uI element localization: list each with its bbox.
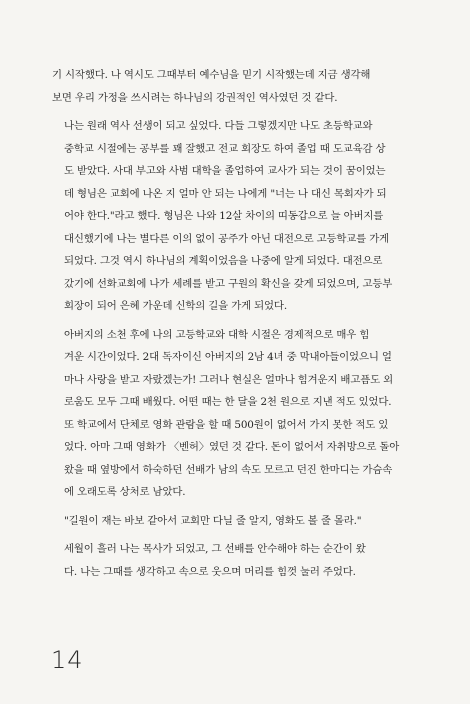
text-line: 아버지의 소천 후에 나의 고등학교와 대학 시절은 경제적으로 매우 힘 bbox=[64, 328, 370, 341]
page-number: 14 bbox=[51, 646, 84, 674]
text-line: 세월이 흘러 나는 목사가 되었고, 그 선배를 안수해야 하는 순간이 왔 bbox=[64, 543, 366, 555]
text-line: 다. 나는 그때를 생각하고 속으로 웃으며 머리를 힘껏 눌러 주었다. bbox=[64, 565, 356, 578]
text-line: 회장이 되어 은혜 가운데 신학의 길을 가게 되었다. bbox=[64, 300, 287, 312]
text-line: 갔기에 선화교회에 나가 세례를 받고 구원의 확신을 갖게 되었으며, 고등부 bbox=[64, 277, 393, 290]
body-text bbox=[52, 64, 432, 589]
text-line: 겨운 시간이었다. 2대 독자이신 아버지의 2남 4녀 중 막내아들이었으니 얼 bbox=[64, 351, 392, 363]
paragraph-2 bbox=[52, 115, 432, 318]
paragraph-3 bbox=[52, 324, 432, 504]
text-line: 도 받았다. 사대 부고와 사범 대학을 졸업하여 교사가 되는 것이 꿈이었는 bbox=[64, 165, 386, 177]
text-line: 에 오래도록 상처로 남았다. bbox=[64, 486, 186, 498]
text-line: 중학교 시절에는 공부를 꽤 잘했고 전교 회장도 하여 졸업 때 도교육감 상 bbox=[64, 142, 386, 155]
text-line: 데 형님은 교회에 나온 지 얼마 안 되는 나에게 "너는 나 대신 목회자가 되 bbox=[64, 187, 387, 200]
text-line: 기 시작했다. 나 역시도 그때부터 예수님을 믿기 시작했는데 지금 생각해 bbox=[52, 69, 371, 81]
text-line: 마나 사랑을 받고 자랐겠는가! 그러나 현실은 얼마나 힘겨운지 배고픔도 외 bbox=[64, 373, 394, 386]
text-line: 대신했기에 나는 별다른 이의 없이 공주가 아닌 대전으로 고등학교를 가게 bbox=[64, 232, 389, 245]
text-line: 또 학교에서 단체로 영화 관람을 할 때 500원이 없어서 가지 못한 적도 있 bbox=[64, 418, 389, 431]
text-line: 보면 우리 가정을 쓰시려는 하나님의 강권적인 역사였던 것 같다. bbox=[52, 91, 338, 104]
paragraph-5 bbox=[52, 538, 432, 583]
text-line: 었다. 아마 그때 영화가 〈벤허〉였던 것 같다. 돈이 없어서 자취방으로 돌아 bbox=[64, 441, 400, 453]
text-line: 나는 원래 역사 선생이 되고 싶었다. 다들 그렇겠지만 나도 초등학교와 bbox=[64, 120, 373, 132]
paragraph-1 bbox=[52, 64, 432, 109]
paragraph-4-quote bbox=[52, 510, 432, 533]
text-line: "길원이 재는 바보 같아서 교회만 다닐 줄 알지, 영화도 볼 줄 몰라." bbox=[64, 514, 362, 527]
text-line: 왔을 때 옆방에서 하숙하던 선배가 남의 속도 모르고 던진 한마디는 가슴속 bbox=[64, 463, 393, 476]
text-line: 어야 한다."라고 했다. 형님은 나와 12살 차이의 띠동갑으로 늘 아버지를 bbox=[64, 210, 384, 222]
text-line: 되었다. 그것 역시 하나님의 계획이었음을 나중에 알게 되었다. 대전으로 bbox=[64, 255, 383, 267]
text-line: 로움도 모두 그때 배웠다. 어떤 때는 한 달을 2천 원으로 지낸 적도 있었다. bbox=[64, 396, 392, 408]
